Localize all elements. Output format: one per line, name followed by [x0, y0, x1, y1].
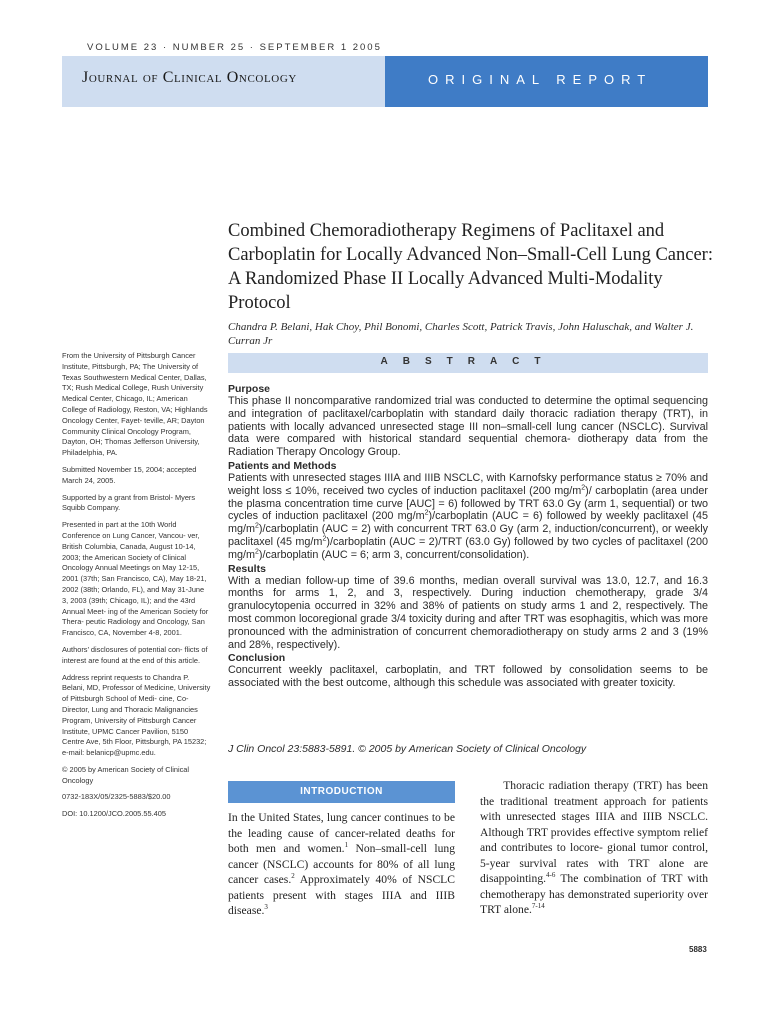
reference-number: 2 — [291, 872, 295, 881]
text-run: Patients with unresected stages IIIA and IIIB NSCLC, with Karnofsky performance status ≥ 70% and weight loss ≤ 10%, received two cycles of induction paclitaxel (200 mg/m — [228, 471, 708, 497]
abstract-text-conclusion: Concurrent weekly paclitaxel, carboplatin, and TRT followed by consolidation seems to be associated with the best outcome, although this schedule was associated with greater toxicity. — [228, 664, 708, 690]
sidebar-submission-dates: Submitted November 15, 2004; accepted March 24, 2005. — [62, 464, 197, 485]
introduction-left-column — [228, 810, 455, 919]
reference-number: 3 — [264, 903, 268, 912]
abstract-heading-results: Results — [228, 562, 266, 575]
superscript: 2 — [581, 484, 586, 492]
sidebar-copyright: © 2005 by American Society of Clinical Oncology — [62, 764, 190, 785]
superscript: 2 — [322, 535, 327, 543]
sidebar-support: Supported by a grant from Bristol- Myers Squibb Company. — [62, 492, 196, 513]
text-run: Non–small-cell lung cancer (NSCLC) accounts for 80% of all lung cancer cases. — [228, 842, 455, 886]
superscript: 2 — [255, 522, 259, 530]
sidebar-affiliations: From the University of Pittsburgh Cancer Institute, Pittsburgh, PA; The University of Texas Southwestern Medical Center, Dallas, TX; Rush Medical College, Rush University Medical Center, Chicago, IL; American College of Radiology, Reston, VA; Highlands Oncology Center, Fayet- teville, AR; Dayton Community Clinical Oncology Program, Dayton, OH; Thomas Jefferson University, Philadelphia, PA. — [62, 351, 208, 458]
sidebar-reprint-address: Address reprint requests to Chandra P. Belani, MD, Professor of Medicine, University of Pittsburgh School of Medi- cine, Co-Director, Lung and Thoracic Malignancies Program, University of Pittsburgh Cancer Institute, UPMC Cancer Pavilion, 5150 Centre Ave, 5th Floor, Pittsburgh, PA 15232; e-mail: belanicp@upmc.edu. — [62, 672, 211, 758]
sidebar-issn: 0732-183X/05/2325-5883/$20.00 — [62, 792, 171, 802]
text-run: Approximately 40% of NSCLC patients present with stages IIIA and IIIB disease. — [228, 873, 455, 917]
text-run: )/carboplatin (AUC = 2)/TRT (63.0 Gy) followed by two cycles of paclitaxel (200 mg/m — [228, 535, 709, 561]
text-run: )/carboplatin (AUC = 6; arm 3, concurrent/consolidation). — [258, 548, 530, 561]
reference-number: 4-6 — [546, 871, 556, 880]
abstract-text-results: With a median follow-up time of 39.6 months, median overall survival was 13.0, 12.7, and 16.3 months for arms 1, 2, and 3, respectively. During induction chemotherapy, grade 3/4 granulocytopenia occurred in 32% and 38% of patients on study arms 1 and 2, respectively. The most common locoregional grade 3/4 toxicity during and after TRT was esophagitis, which was more pronounced with the administration of concurrent chemoradiotherapy on study arms 2 and 3 (19% and 28%, respectively). — [228, 574, 708, 651]
sidebar-presentations: Presented in part at the 10th World Conference on Lung Cancer, Vancou- ver, British Columbia, Canada, August 10-14, 2003; the American Society of Clinical Oncology Annual Meetings on May 12-15, 2001 (37th; San Francisco, CA), May 18-21, 2002 (38th; Orlando, FL), and May 31-June 3, 2003 (39th; Chicago, IL); and the 43rd Annual Meet- ing of the American Society for Thera- peutic Radiology and Oncology, San Francisco, CA, November 4-8, 2001. — [62, 520, 209, 638]
volume-issue-line: VOLUME 23 · NUMBER 25 · SEPTEMBER 1 2005 — [87, 42, 382, 53]
reference-number: 1 — [344, 841, 349, 850]
abstract-heading-conclusion: Conclusion — [228, 652, 286, 665]
text-run: )/carboplatin (AUC = 6) followed by weekly paclitaxel (45 mg/m — [228, 510, 708, 536]
text-run: The combination of TRT with chemotherapy has demonstrated superiority over TRT alone. — [480, 872, 708, 916]
citation-line: J Clin Oncol 23:5883-5891. © 2005 by American Society of Clinical Oncology — [228, 743, 587, 755]
journal-name: Journal of Clinical Oncology — [82, 69, 297, 86]
page-number: 5883 — [689, 945, 707, 954]
report-type: ORIGINAL REPORT — [428, 72, 653, 87]
introduction-right-column — [480, 778, 708, 918]
text-run: )/carboplatin (AUC = 2) with concurrent TRT 63.0 Gy (arm 2, induction/concurrent), or weekly paclitaxel (45 mg/m — [228, 523, 708, 548]
introduction-label: INTRODUCTION — [300, 786, 383, 797]
text-run: )/ carboplatin (area under the plasma concentration time curve [AUC] = 6) followed by TRT 63.0 Gy (arm 1, sequential) or two cycles of induction paclitaxel (200 mg/m — [228, 484, 709, 523]
text-run: In the United States, lung cancer continues to be the leading cause of cancer-related deaths for both men and women. — [228, 811, 455, 855]
text-run: Thoracic radiation therapy (TRT) has been the traditional treatment approach for patients with unresected stages IIIA and IIIB NSCLC. Although TRT provides effective symptom relief and contributes to locore- gional tumor control, 5-year survival rates with TRT alone are disappointing. — [480, 779, 708, 885]
abstract-text-methods — [228, 472, 708, 562]
affiliation-sidebar — [62, 351, 212, 826]
reference-number: 7-14 — [531, 902, 545, 911]
abstract-heading-purpose: Purpose — [228, 383, 271, 395]
superscript: 2 — [424, 509, 429, 517]
superscript: 2 — [255, 548, 259, 556]
abstract-heading-methods: Patients and Methods — [228, 459, 337, 472]
article-title: Combined Chemoradiotherapy Regimens of Paclitaxel and Carboplatin for Locally Advanced Non–Small-Cell Lung Cancer: A Randomized Phase II Locally Advanced Multi-Modality Protocol — [228, 221, 713, 313]
abstract-label: ABSTRACT — [380, 356, 556, 367]
author-list: Chandra P. Belani, Hak Choy, Phil Bonomi, Charles Scott, Patrick Travis, John Haluschak, and Walter J. Curran Jr — [228, 321, 694, 347]
abstract — [228, 382, 708, 690]
sidebar-doi: DOI: 10.1200/JCO.2005.55.405 — [62, 809, 166, 819]
sidebar-disclosures: Authors’ disclosures of potential con- flicts of interest are found at the end of this article. — [62, 644, 208, 665]
abstract-text-purpose: This phase II noncomparative randomized trial was conducted to determine the optimal sequencing and integration of paclitaxel/carboplatin with standard daily thoracic radiation therapy (TRT), in patients with locally advanced unresected stage III non–small-cell lung cancer (NSCLC). Survival data were compared with historical standard sequential chemora- diotherapy data from the Radiation Therapy Oncology Group. — [228, 395, 708, 459]
